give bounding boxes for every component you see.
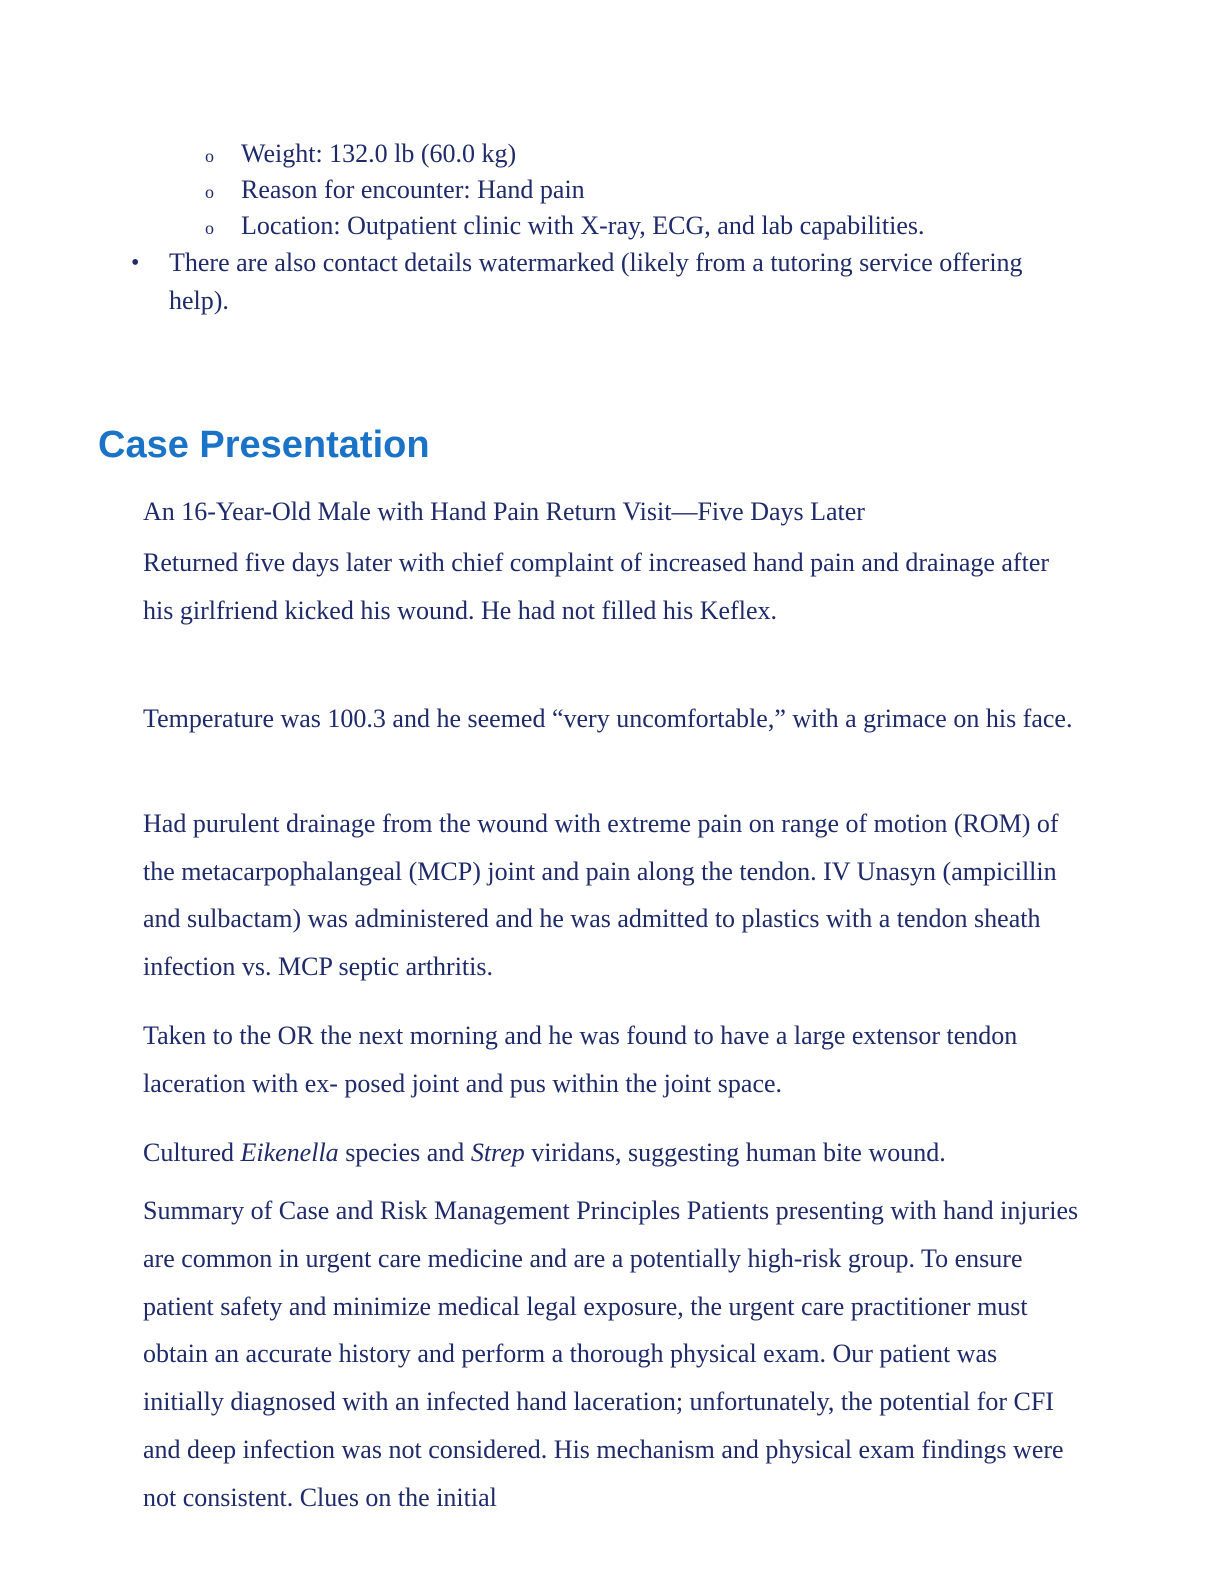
bullet-icon: • [131,250,140,276]
drainage-paragraph: Had purulent drainage from the wound with extreme pain on range of motion (ROM) of the metacarpophalangeal (MCP) joint and pain along the tendon. IV Unasyn (ampicillin and sulbactam) was administered and he was admitted to plastics with a tendon sheath infection vs. MCP septic arthritis. [143,809,1059,981]
watermark-note-text: There are also contact details watermarked (likely from a tutoring service offering help). [169,248,1023,315]
or-findings-paragraph: Taken to the OR the next morning and he was found to have a large extensor tendon laceration with ex- posed joint and pus within the joint space. [143,1021,1018,1098]
culture-middle: species and [338,1138,471,1167]
weight-text: Weight: 132.0 lb (60.0 kg) [241,139,517,168]
list-item-location [205,208,925,244]
returned-paragraph: Returned five days later with chief complaint of increased hand pain and drainage after his girlfriend kicked his wound. He had not filled his Keflex. [143,548,1050,625]
circle-bullet-icon: o [205,146,214,166]
list-item-reason [205,172,925,208]
summary-paragraph: Summary of Case and Risk Management Principles Patients presenting with hand injuries are common in urgent care medicine and are a potentially high-risk group. To ensure patient safety and minimize medical legal exposure, the urgent care practitioner must obtain an accurate history and perform a thorough physical exam. Our patient was initially diagnosed with an infected hand laceration; unfortunately, the potential for CFI and deep infection was not considered. His mechanism and physical exam findings were not consistent. Clues on the initial [143,1196,1079,1512]
notes-list [131,244,1031,320]
location-text: Location: Outpatient clinic with X-ray, ECG, and lab capabilities. [241,211,925,240]
circle-bullet-icon: o [205,182,214,202]
culture-suffix: viridans, suggesting human bite wound. [524,1138,946,1167]
section-heading: Case Presentation [98,424,430,466]
case-title-line: An 16-Year-Old Male with Hand Pain Return Visit—Five Days Later [143,497,865,526]
culture-paragraph [143,1134,1083,1172]
list-item-watermark-note [131,244,1031,320]
reason-text: Reason for encounter: Hand pain [241,175,585,204]
culture-prefix: Cultured [143,1138,241,1167]
organism-strep: Strep [470,1138,525,1167]
patient-details-list [205,136,925,244]
circle-bullet-icon: o [205,218,214,238]
temperature-paragraph: Temperature was 100.3 and he seemed “very uncomfortable,” with a grimace on his face. [143,704,1073,733]
organism-eikenella: Eikenella [240,1138,339,1167]
list-item-weight [205,136,925,172]
